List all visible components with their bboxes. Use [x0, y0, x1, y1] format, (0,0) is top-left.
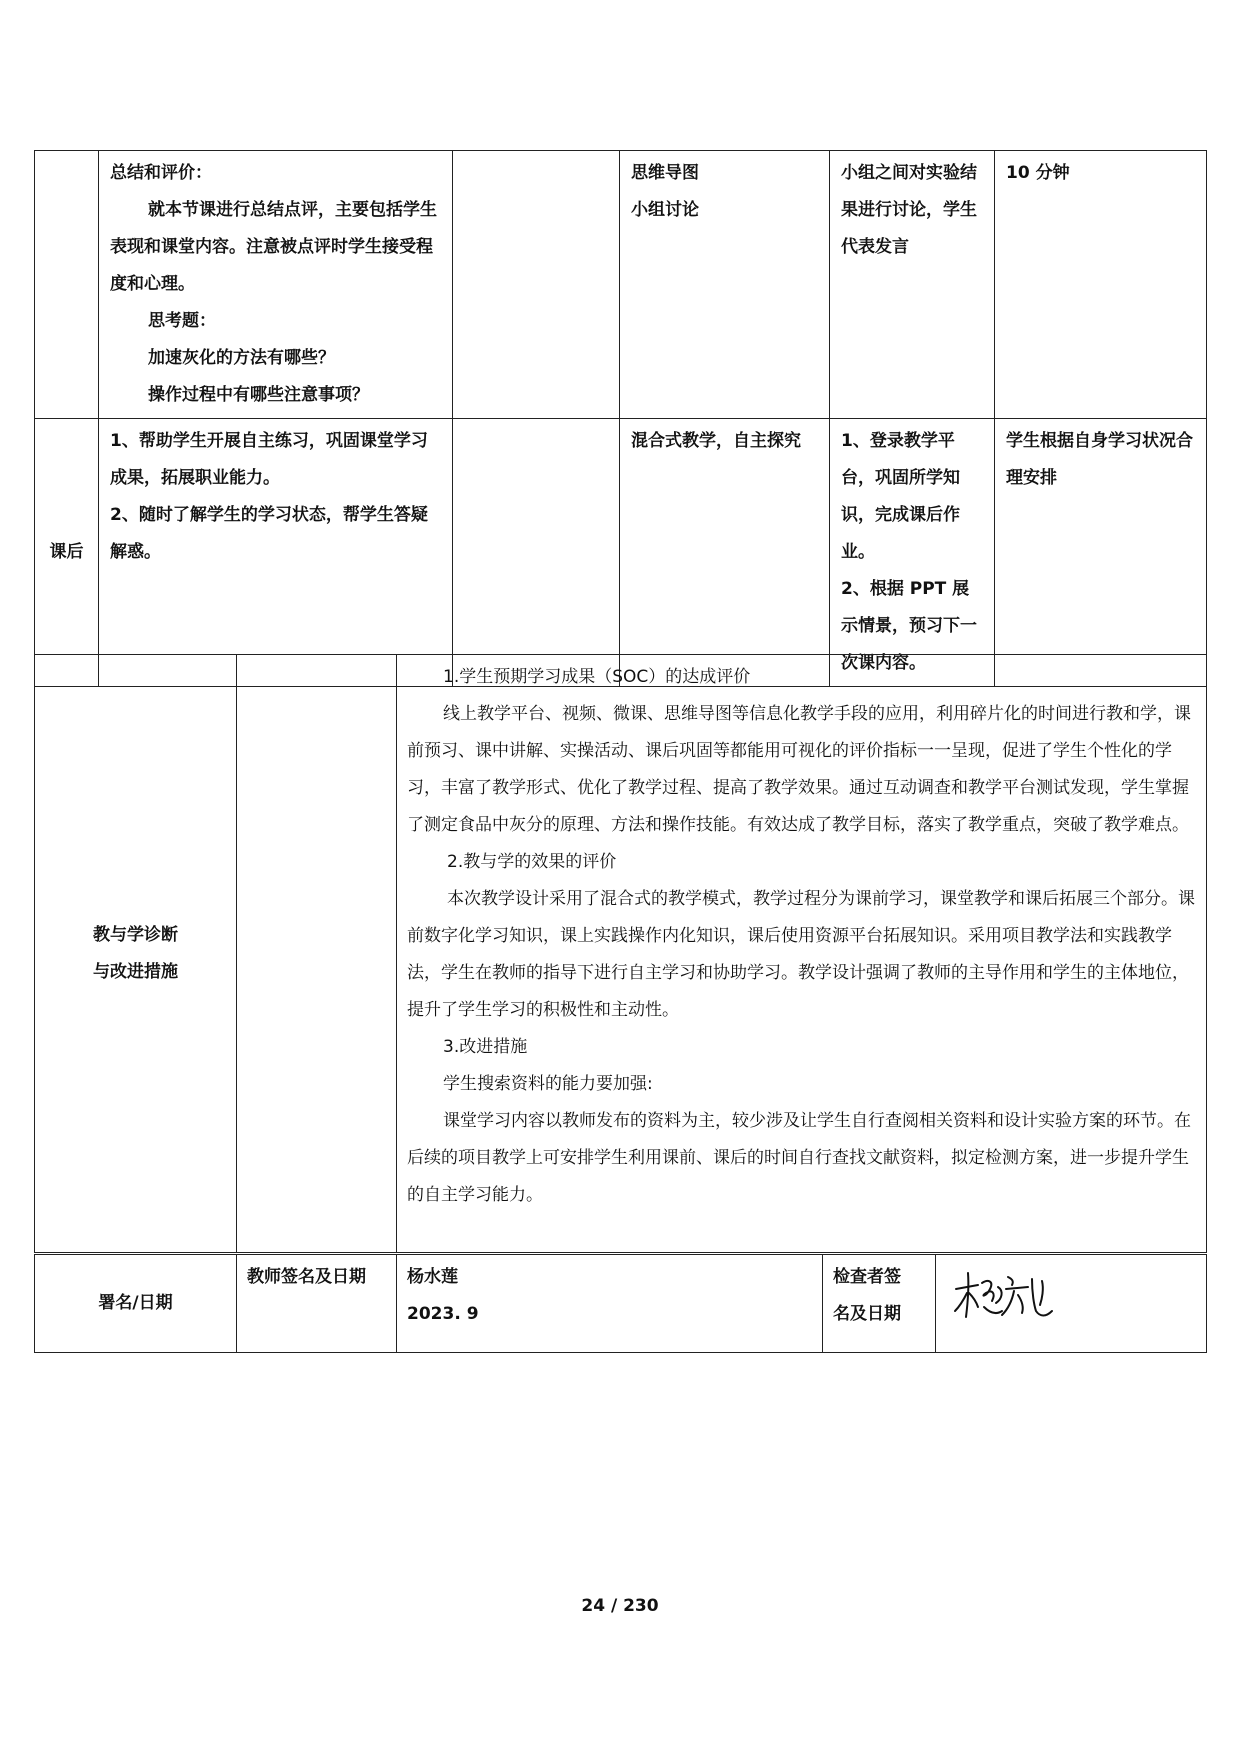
table-row [35, 151, 1207, 419]
teacher-info-cell [397, 1255, 823, 1353]
checker-signature-cell [936, 1255, 1207, 1353]
activity-cell [830, 151, 995, 419]
teacher-label: 教师签名及日期 [247, 1267, 366, 1287]
section-paragraph-1: 线上教学平台、视频、微课、思维导图等信息化教学手段的应用，利用碎片化的时间进行教和学，课前预习、课中讲解、实操活动、课后巩固等都能用可视化的评价指标一一呈现，促进了学生个性化的学习，丰富了教学形式、优化了教学过程、提高了教学效果。通过互动调查和教学平台测试发现，学生掌握了测定食品中灰分的原理、方法和操作技能。有效达成了教学目标，落实了教学重点，突破了教学难点。 [407, 704, 1191, 835]
section-heading-1: 1.学生预期学习成果（SOC）的达成评价 [443, 667, 751, 687]
teacher-label-cell [237, 1255, 397, 1353]
signature-label: 署名/日期 [98, 1293, 173, 1313]
signature-table [34, 1254, 1207, 1353]
activity-cell [830, 419, 995, 687]
page-number: 24 / 230 [581, 1596, 659, 1616]
phase-cell-empty [35, 151, 99, 419]
after-class-content-2: 2、随时了解学生的学习状态，帮学生答疑解惑。 [110, 505, 428, 562]
table-row [35, 655, 1207, 1253]
time-cell [995, 419, 1207, 687]
diagnosis-label-line-1: 教与学诊断 [93, 924, 178, 945]
empty-cell [237, 655, 397, 1253]
activity-2: 2、根据 PPT 展示情景，预习下一次课内容。 [841, 579, 977, 673]
section-paragraph-2: 本次教学设计采用了混合式的教学模式，教学过程分为课前学习，课堂教学和课后拓展三个部分。课前数字化学习知识，课上实践操作内化知识，课后使用资源平台拓展知识。采用项目教学法和实践教学法，学生在教师的指导下进行自主学习和协助学习。教学设计强调了教师的主导作用和学生的主体地位，提升了学生学习的积极性和主动性。 [407, 889, 1195, 1020]
summary-title: 总结和评价： [110, 163, 212, 183]
section-subheading-3: 学生搜索资料的能力要加强: [443, 1074, 653, 1094]
section-heading-3: 3.改进措施 [443, 1037, 528, 1057]
empty-cell [453, 419, 620, 687]
handwritten-signature [952, 1267, 1062, 1323]
method-line-1: 思维导图 [631, 163, 699, 183]
method-cell [620, 151, 830, 419]
summary-paragraph: 就本节课进行总结点评，主要包括学生表现和课堂内容。注意被点评时学生接受程度和心理。 [110, 200, 437, 294]
question-1: 加速灰化的方法有哪些？ [148, 348, 335, 368]
table-row [35, 1255, 1207, 1353]
signature-label-cell [35, 1255, 237, 1353]
diagnosis-table [34, 654, 1207, 1253]
time-cell [995, 151, 1207, 419]
after-class-content-cell [99, 419, 453, 687]
activity-1: 1、登录教学平台，巩固所学知识，完成课后作业。 [841, 431, 960, 562]
summary-content-cell [99, 151, 453, 419]
question-2: 操作过程中有哪些注意事项？ [148, 385, 369, 405]
after-class-content-1: 1、帮助学生开展自主练习，巩固课堂学习成果，拓展职业能力。 [110, 431, 428, 488]
lesson-plan-table [34, 150, 1207, 687]
empty-cell [453, 151, 620, 419]
diagnosis-label-cell [35, 655, 237, 1253]
section-paragraph-3: 课堂学习内容以教师发布的资料为主，较少涉及让学生自行查阅相关资料和设计实验方案的环节。在后续的项目教学上可安排学生利用课前、课后的时间自行查找文献资料，拟定检测方案，进一步提升学生的自主学习能力。 [407, 1111, 1191, 1205]
teacher-date: 2023. 9 [407, 1304, 479, 1324]
teacher-name: 杨水莲 [407, 1267, 458, 1287]
question-label: 思考题： [148, 311, 216, 331]
time-text: 10 分钟 [1006, 163, 1070, 183]
activity-text: 小组之间对实验结果进行讨论，学生代表发言 [841, 163, 977, 257]
diagnosis-label-line-2: 与改进措施 [93, 961, 178, 982]
checker-label-cell [823, 1255, 936, 1353]
diagnosis-text-cell [397, 655, 1207, 1253]
checker-label-line-1: 检查者签 [833, 1267, 901, 1287]
time-text: 学生根据自身学习状况合理安排 [1006, 431, 1193, 488]
phase-label: 课后 [49, 542, 84, 562]
method-cell [620, 419, 830, 687]
phase-cell [35, 419, 99, 687]
table-row [35, 419, 1207, 687]
section-heading-2: 2.教与学的效果的评价 [447, 852, 617, 872]
method-line-2: 小组讨论 [631, 200, 699, 220]
method-text: 混合式教学，自主探究 [631, 431, 801, 451]
checker-label-line-2: 名及日期 [833, 1304, 901, 1324]
